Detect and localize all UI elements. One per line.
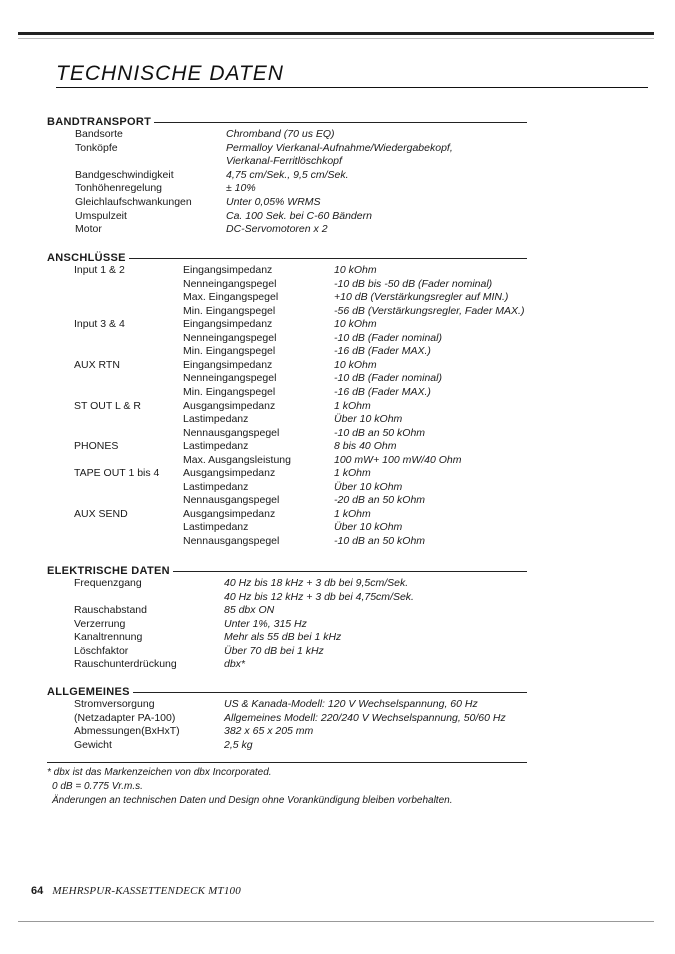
spec-value: Vierkanal-Ferritlöschkopf (226, 155, 342, 168)
connection-group: AUX SEND (74, 507, 128, 520)
spec-value: 85 dbx ON (224, 604, 275, 616)
spec-value: 40 Hz bis 12 kHz + 3 db bei 4,75cm/Sek. (224, 590, 414, 603)
spec-label: Tonköpfe (75, 141, 118, 154)
spec-row (0, 658, 675, 672)
connection-parameter: Eingangsimpedanz (183, 358, 273, 371)
connection-parameter: Nennausgangspegel (183, 535, 280, 547)
connection-row (0, 440, 675, 454)
spec-row (0, 182, 675, 196)
connection-row (0, 467, 675, 481)
connection-group: TAPE OUT 1 bis 4 (74, 467, 160, 480)
spec-label: Bandsorte (75, 128, 123, 140)
connection-parameter: Eingangsimpedanz (183, 318, 273, 331)
connection-parameter: Nennausgangspegel (183, 494, 280, 507)
spec-label: Abmessungen(BxHxT) (74, 725, 180, 737)
connection-row (0, 481, 675, 495)
section-heading-elektrisch: ELEKTRISCHE DATEN (47, 565, 527, 577)
connection-parameter: Max. Eingangspegel (183, 291, 279, 304)
spec-row (0, 196, 675, 210)
connection-value: -10 dB bis -50 dB (Fader nominal) (334, 277, 493, 290)
spec-value: Permalloy Vierkanal-Aufnahme/Wiedergabekopf, (226, 141, 453, 154)
spec-value: 40 Hz bis 18 kHz + 3 db bei 9,5cm/Sek. (224, 577, 409, 589)
spec-value: dbx* (224, 658, 246, 670)
connection-parameter: Ausgangsimpedanz (183, 467, 276, 480)
connection-value: Über 10 kOhm (334, 521, 403, 534)
connection-parameter: Ausgangsimpedanz (183, 399, 276, 412)
spec-label: Rauschabstand (74, 604, 147, 616)
spec-value: Chromband (70 us EQ) (226, 128, 335, 140)
spec-row (0, 645, 675, 659)
connection-row (0, 318, 675, 332)
connection-value: 10 kOhm (334, 318, 377, 331)
connection-value: 1 kOhm (334, 467, 371, 480)
spec-label: Tonhöhenregelung (75, 182, 162, 195)
connection-row (0, 291, 675, 305)
spec-row (0, 591, 675, 605)
spec-row (0, 155, 675, 169)
spec-row (0, 618, 675, 632)
connection-value: 8 bis 40 Ohm (334, 440, 397, 453)
connection-value: 10 kOhm (334, 358, 377, 371)
spec-value: Über 70 dB bei 1 kHz (224, 644, 324, 657)
connection-row (0, 386, 675, 400)
section-heading-allgemeines: ALLGEMEINES (47, 686, 527, 698)
connection-parameter: Lastimpedanz (183, 521, 249, 534)
spec-row (0, 210, 675, 224)
connection-row (0, 508, 675, 522)
connection-value: -56 dB (Verstärkungsregler, Fader MAX.) (334, 304, 525, 317)
spec-row (0, 128, 675, 142)
connection-value: -20 dB an 50 kOhm (334, 494, 426, 507)
footnote-changes: Änderungen an technischen Daten und Design ohne Vorankündigung bleiben vorbehalten. (52, 795, 453, 806)
spec-label: Bandgeschwindigkeit (75, 168, 174, 181)
connection-parameter: Min. Eingangspegel (183, 345, 276, 358)
connection-row (0, 332, 675, 346)
connection-row (0, 345, 675, 359)
notes-divider (47, 762, 527, 763)
bottom-rule (18, 921, 654, 922)
spec-value: Ca. 100 Sek. bei C-60 Bändern (226, 209, 372, 222)
connection-group: Input 3 & 4 (74, 318, 125, 331)
connection-value: Über 10 kOhm (334, 413, 403, 426)
top-rule (18, 32, 654, 35)
connection-value: -10 dB an 50 kOhm (334, 535, 426, 547)
connection-value: -10 dB (Fader nominal) (334, 331, 442, 344)
page-title: TECHNISCHE DATEN (56, 62, 648, 88)
connection-value: 1 kOhm (334, 507, 371, 520)
spec-label: Gleichlaufschwankungen (75, 196, 192, 208)
footnote-0db: 0 dB = 0.775 Vr.m.s. (52, 781, 143, 792)
spec-label: Rauschunterdrückung (74, 658, 177, 670)
connection-row (0, 305, 675, 319)
connection-row (0, 400, 675, 414)
section-heading-bandtransport: BANDTRANSPORT (47, 116, 527, 128)
spec-row (0, 223, 675, 237)
page-number: 64 (31, 885, 44, 897)
connection-value: 100 mW+ 100 mW/40 Ohm (334, 453, 462, 466)
connection-parameter: Max. Ausgangsleistung (183, 453, 291, 466)
spec-value: ± 10% (226, 182, 256, 195)
spec-row (0, 712, 675, 726)
connection-row (0, 278, 675, 292)
spec-value: US & Kanada-Modell: 120 V Wechselspannung, 60 Hz (224, 698, 478, 710)
spec-value: Allgemeines Modell: 220/240 V Wechselspannung, 50/60 Hz (224, 711, 506, 724)
spec-label: Frequenzgang (74, 577, 142, 589)
connection-group: ST OUT L & R (74, 399, 141, 412)
spec-row (0, 698, 675, 712)
spec-value: Mehr als 55 dB bei 1 kHz (224, 631, 342, 643)
connection-row (0, 494, 675, 508)
spec-value: 4,75 cm/Sek., 9,5 cm/Sek. (226, 168, 349, 181)
connection-parameter: Nenneingangspegel (183, 372, 277, 385)
connection-group: Input 1 & 2 (74, 264, 125, 276)
connection-value: -16 dB (Fader MAX.) (334, 385, 431, 398)
spec-row (0, 142, 675, 156)
spec-row (0, 631, 675, 645)
connection-parameter: Min. Eingangspegel (183, 385, 276, 398)
connection-row (0, 264, 675, 278)
top-rule-thin (18, 38, 654, 39)
connection-row (0, 413, 675, 427)
spec-label: Umspulzeit (75, 209, 127, 222)
connection-row (0, 427, 675, 441)
connection-parameter: Nenneingangspegel (183, 331, 277, 344)
connection-value: +10 dB (Verstärkungsregler auf MIN.) (334, 291, 509, 304)
connection-value: -16 dB (Fader MAX.) (334, 345, 431, 358)
spec-label: Löschfaktor (74, 644, 129, 657)
connection-value: 1 kOhm (334, 399, 371, 412)
connection-parameter: Eingangsimpedanz (183, 264, 273, 276)
connection-row (0, 535, 675, 549)
connection-group: PHONES (74, 440, 119, 453)
connection-value: Über 10 kOhm (334, 480, 403, 493)
connection-value: -10 dB (Fader nominal) (334, 372, 442, 385)
connection-parameter: Min. Eingangspegel (183, 304, 276, 317)
spec-value: 382 x 65 x 205 mm (224, 725, 314, 737)
connection-parameter: Lastimpedanz (183, 480, 249, 493)
footer-title: MEHRSPUR-KASSETTENDECK MT100 (52, 885, 241, 897)
spec-label: Gewicht (74, 738, 112, 751)
connection-row (0, 359, 675, 373)
spec-label: Motor (75, 223, 102, 236)
connection-row (0, 454, 675, 468)
spec-value: 2,5 kg (224, 738, 253, 751)
connection-parameter: Lastimpedanz (183, 440, 249, 453)
spec-row (0, 739, 675, 753)
section-heading-anschluesse: ANSCHLÜSSE (47, 252, 527, 264)
connection-group: AUX RTN (74, 358, 120, 371)
spec-value: DC-Servomotoren x 2 (226, 223, 328, 236)
connection-parameter: Nenneingangspegel (183, 277, 277, 290)
spec-label: (Netzadapter PA-100) (74, 711, 176, 724)
connection-parameter: Ausgangsimpedanz (183, 507, 276, 520)
connection-value: 10 kOhm (334, 264, 377, 276)
spec-label: Stromversorgung (74, 698, 155, 710)
spec-value: Unter 0,05% WRMS (226, 196, 321, 208)
spec-label: Kanaltrennung (74, 631, 143, 643)
spec-row (0, 169, 675, 183)
connection-row (0, 372, 675, 386)
spec-row (0, 725, 675, 739)
connection-parameter: Lastimpedanz (183, 413, 249, 426)
connection-parameter: Nennausgangspegel (183, 426, 280, 439)
footnote-dbx: * dbx ist das Markenzeichen von dbx Incorporated. (47, 767, 272, 778)
page-footer (31, 885, 241, 897)
spec-value: Unter 1%, 315 Hz (224, 617, 307, 630)
spec-row (0, 577, 675, 591)
spec-label: Verzerrung (74, 617, 126, 630)
connection-value: -10 dB an 50 kOhm (334, 426, 426, 439)
connection-row (0, 521, 675, 535)
spec-row (0, 604, 675, 618)
